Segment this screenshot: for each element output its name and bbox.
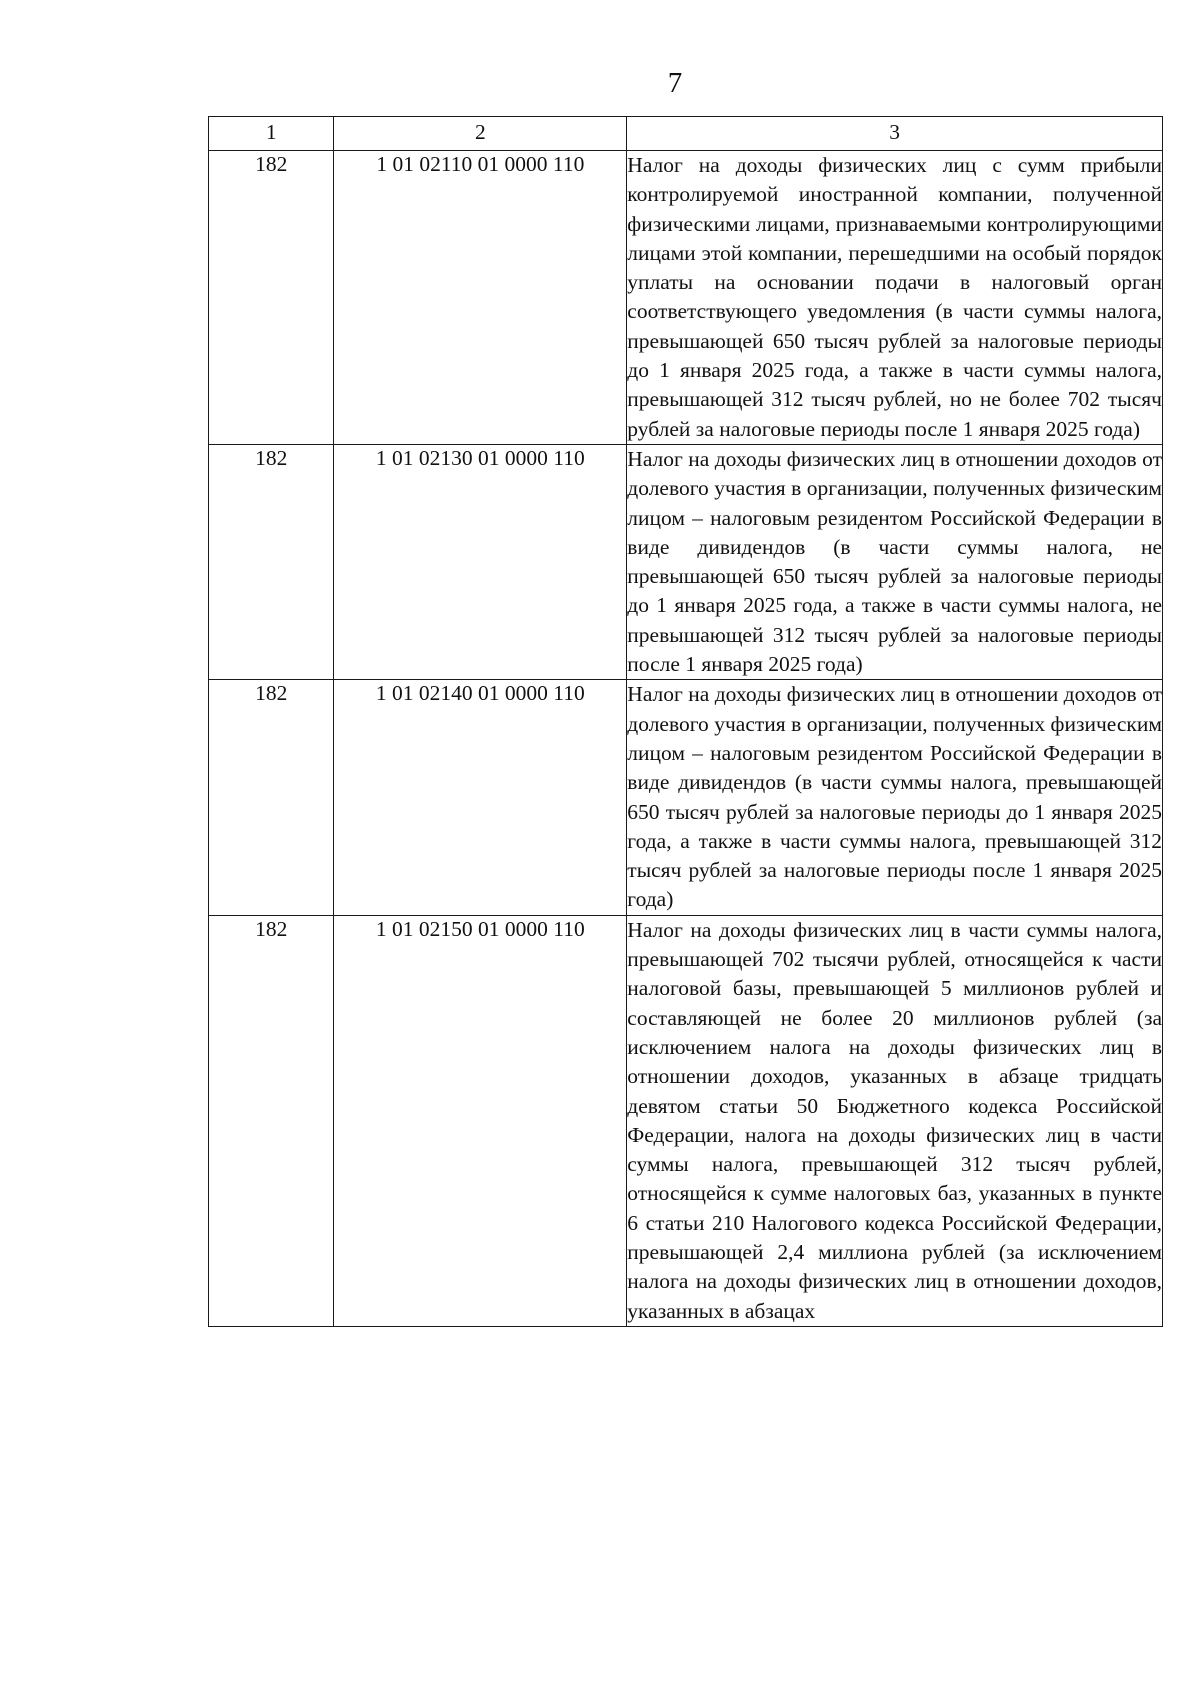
table-row <box>209 444 1163 679</box>
revenue-description-cell: Налог на доходы физических лиц в отношении доходов от долевого участия в организации, полученных физическим лицом – налоговым резидентом Российской Федерации в виде дивидендов (в части суммы налога, не превышающей 650 тысяч рублей за налоговые периоды до 1 января 2025 года, а также в части суммы налога, не превышающей 312 тысяч рублей за налоговые периоды после 1 января 2025 года) <box>627 444 1163 679</box>
table-row <box>209 680 1163 915</box>
administrator-code-cell: 182 <box>209 915 334 1326</box>
table-row <box>209 915 1163 1326</box>
column-header-2: 2 <box>334 117 627 151</box>
administrator-code-cell: 182 <box>209 680 334 915</box>
revenue-description-cell: Налог на доходы физических лиц в части суммы налога, превышающей 702 тысячи рублей, относящейся к части налоговой базы, превышающей 5 миллионов рублей и составляющей не более 20 миллионов рублей (за исключением налога на доходы физических лиц в отношении доходов, указанных в абзаце тридцать девятом статьи 50 Бюджетного кодекса Российской Федерации, налога на доходы физических лиц в части суммы налога, превышающей 312 тысяч рублей, относящейся к сумме налоговых баз, указанных в пункте 6 статьи 210 Налогового кодекса Российской Федерации, превышающей 2,4 миллиона рублей (за исключением налога на доходы физических лиц в отношении доходов, указанных в абзацах <box>627 915 1163 1326</box>
revenue-code-cell: 1 01 02140 01 0000 110 <box>334 680 627 915</box>
column-header-3: 3 <box>627 117 1163 151</box>
administrator-code-cell: 182 <box>209 444 334 679</box>
column-header-1: 1 <box>209 117 334 151</box>
revenue-code-cell: 1 01 02150 01 0000 110 <box>334 915 627 1326</box>
revenue-code-cell: 1 01 02110 01 0000 110 <box>334 151 627 445</box>
revenue-code-cell: 1 01 02130 01 0000 110 <box>334 444 627 679</box>
table-row <box>209 151 1163 445</box>
page-number: 7 <box>667 67 683 99</box>
table-header-row <box>209 117 1163 151</box>
administrator-code-cell: 182 <box>209 151 334 445</box>
budget-classification-table <box>208 116 1163 1327</box>
revenue-description-cell: Налог на доходы физических лиц с сумм прибыли контролируемой иностранной компании, полученной физическими лицами, признаваемыми контролирующими лицами этой компании, перешедшими на особый порядок уплаты на основании подачи в налоговый орган соответствующего уведомления (в части суммы налога, превышающей 650 тысяч рублей за налоговые периоды до 1 января 2025 года, а также в части суммы налога, превышающей 312 тысяч рублей, но не более 702 тысяч рублей за налоговые периоды после 1 января 2025 года) <box>627 151 1163 445</box>
revenue-description-cell: Налог на доходы физических лиц в отношении доходов от долевого участия в организации, полученных физическим лицом – налоговым резидентом Российской Федерации в виде дивидендов (в части суммы налога, превышающей 650 тысяч рублей за налоговые периоды до 1 января 2025 года, а также в части суммы налога, превышающей 312 тысяч рублей за налоговые периоды после 1 января 2025 года) <box>627 680 1163 915</box>
